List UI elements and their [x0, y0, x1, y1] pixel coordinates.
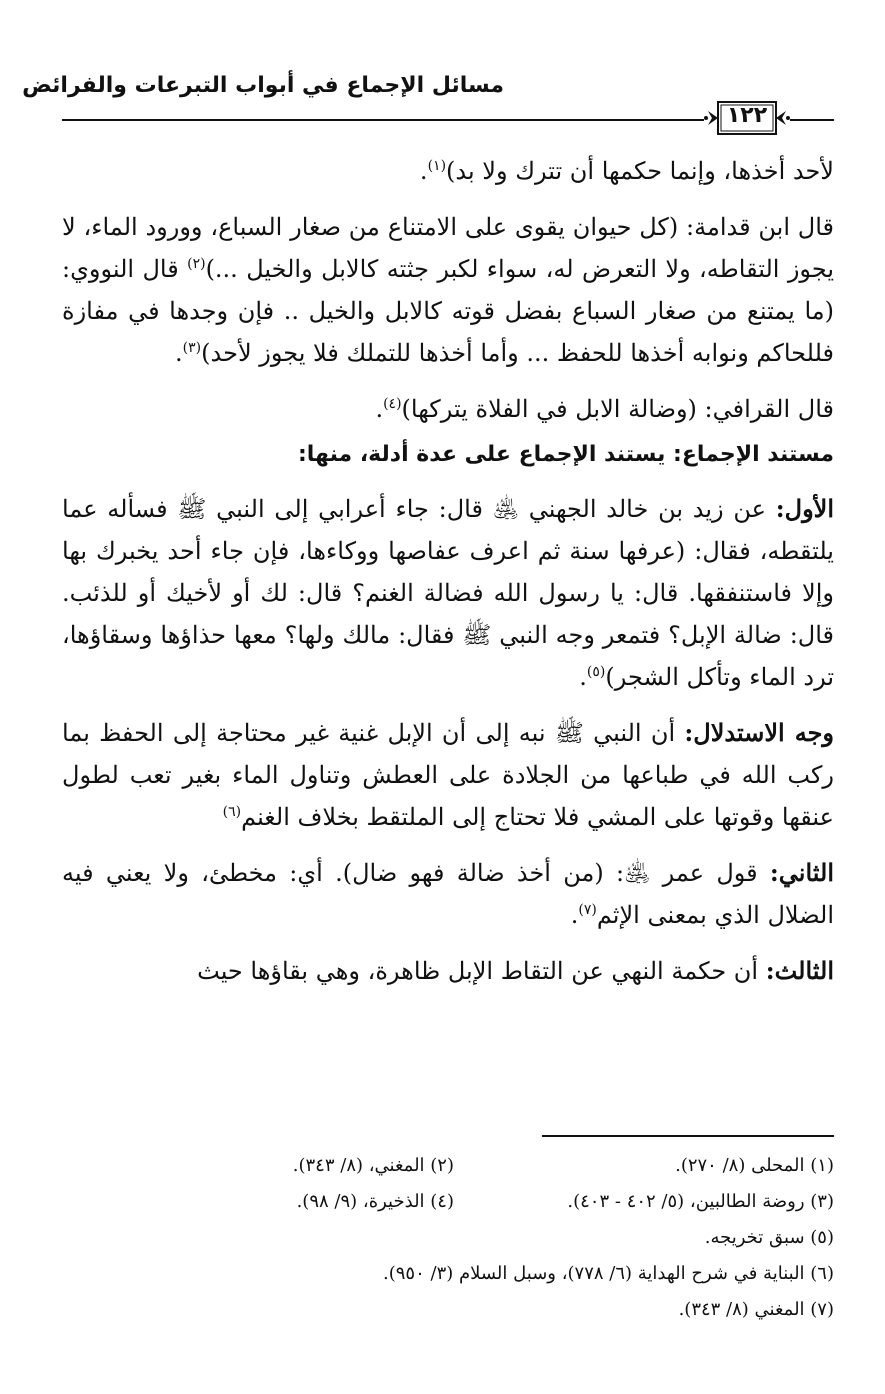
footnote-ref: (٣) [182, 340, 202, 356]
paragraph-lead: وجه الاستدلال: [684, 718, 835, 747]
paragraph-text-end: . [579, 663, 587, 691]
header-rule [62, 119, 704, 121]
paragraph-inference [62, 712, 834, 838]
paragraph-third-evidence [62, 950, 834, 992]
paragraph-second-evidence [62, 852, 834, 936]
paragraph-text: قول عمر ﵁: (من أخذ ضالة فهو ضال). أي: مخطئ، ولا يعني فيه الضلال الذي بمعنى الإثم [62, 859, 834, 929]
footnote-separator [542, 1135, 834, 1137]
footnote-6: (٦) البناية في شرح الهداية (٦/ ٧٧٨)، وسبل السلام (٣/ ٩٥٠). [383, 1263, 834, 1284]
footnote-ref: (٢) [187, 256, 206, 272]
paragraph-text: قال القرافي: (وضالة الابل في الفلاة يتركها) [401, 395, 834, 423]
footnote-ref: (٥) [586, 664, 606, 680]
paragraph-text: أن النبي ﷺ نبه إلى أن الإبل غنية غير محتاجة إلى الحفظ بما ركب الله في طباعها من الجلادة على العطش وتناول الماء بغير تعب لطول عنقها وقوتها على المشي فلا تحتاج إلى الملتقط بخلاف الغنم [62, 719, 834, 831]
footnotes [62, 1148, 834, 1328]
running-header-title: مسائل الإجماع في أبواب التبرعات والفرائض [22, 73, 504, 98]
footnote-5: (٥) سبق تخريجه. [704, 1227, 834, 1248]
paragraph-text: عن زيد بن خالد الجهني ﵁ قال: جاء أعرابي إلى النبي ﷺ فسأله عما يلتقطه، فقال: (عرفها سنة ثم اعرف عفاصها ووكاءها، فإن جاء أحد يخبرك بها وإلا فاستنفقها. قال: يا رسول الله فضالة الغنم؟ قال: لك أو لأخيك أو للذئب. قال: ضالة الإبل؟ فتمعر وجه النبي ﷺ فقال: مالك ولها؟ معها حذاؤها وسقاؤها، ترد الماء وتأكل الشجر) [62, 495, 834, 691]
paragraph-text-end: . [419, 157, 428, 185]
page-number-ornament [704, 99, 790, 137]
paragraph-lead: الثالث: [765, 956, 834, 985]
paragraph-text-end: . [175, 339, 183, 367]
paragraph-first-evidence [62, 488, 834, 698]
paragraph-text: أن حكمة النهي عن التقاط الإبل ظاهرة، وهي بقاؤها حيث [197, 957, 766, 985]
paragraph-text: قال النووي: (ما يمتنع من صغار السباع بفضل قوته كالابل والخيل .. فإن وجدها في مفازة فللحاكم ونوابه أخذها للحفظ ... وأما أخذها للتملك فلا يجوز لأحد) [62, 255, 834, 367]
section-heading: مستند الإجماع: يستند الإجماع على عدة أدلة، منها: [297, 442, 834, 467]
footnote-3: (٣) روضة الطالبين، (٥/ ٤٠٢ - ٤٠٣). [567, 1191, 834, 1212]
paragraph-text-end: . [375, 395, 384, 423]
footnote-ref: (٦) [222, 804, 242, 820]
paragraph-text-end: . [570, 901, 579, 929]
paragraph-text: قال ابن قدامة: (كل حيوان يقوى على الامتناع من صغار السباع، وورود الماء، لا يجوز التقاطه، ولا التعرض له، سواء لكبر جثته كالابل والخيل ...) [62, 213, 835, 283]
paragraph-text: لأحد أخذها، وإنما حكمها أن تترك ولا بد) [446, 157, 834, 185]
header-rule-tail [790, 119, 834, 121]
paragraph-continuation [62, 150, 834, 192]
footnote-row [62, 1148, 834, 1184]
page-number: ١٢٢ [726, 103, 768, 128]
footnote-4: (٤) الذخيرة، (٩/ ٩٨). [296, 1191, 454, 1212]
footnote-ref: (٧) [578, 902, 597, 918]
footnote-row [62, 1184, 834, 1220]
paragraph-lead: الأول: [775, 494, 835, 523]
footnote-2: (٢) المغني، (٨/ ٣٤٣). [292, 1155, 454, 1176]
footnote-ref: (٤) [383, 396, 402, 412]
footnote-ref: (١) [427, 158, 447, 174]
paragraph-lead: الثاني: [769, 858, 834, 887]
paragraph-qarafi [62, 388, 834, 430]
footnote-1: (١) المحلى (٨/ ٢٧٠). [675, 1155, 834, 1176]
footnote-7: (٧) المغني (٨/ ٣٤٣). [678, 1299, 834, 1320]
main-text [62, 150, 834, 1006]
paragraph-ibn-qudama [62, 206, 834, 374]
